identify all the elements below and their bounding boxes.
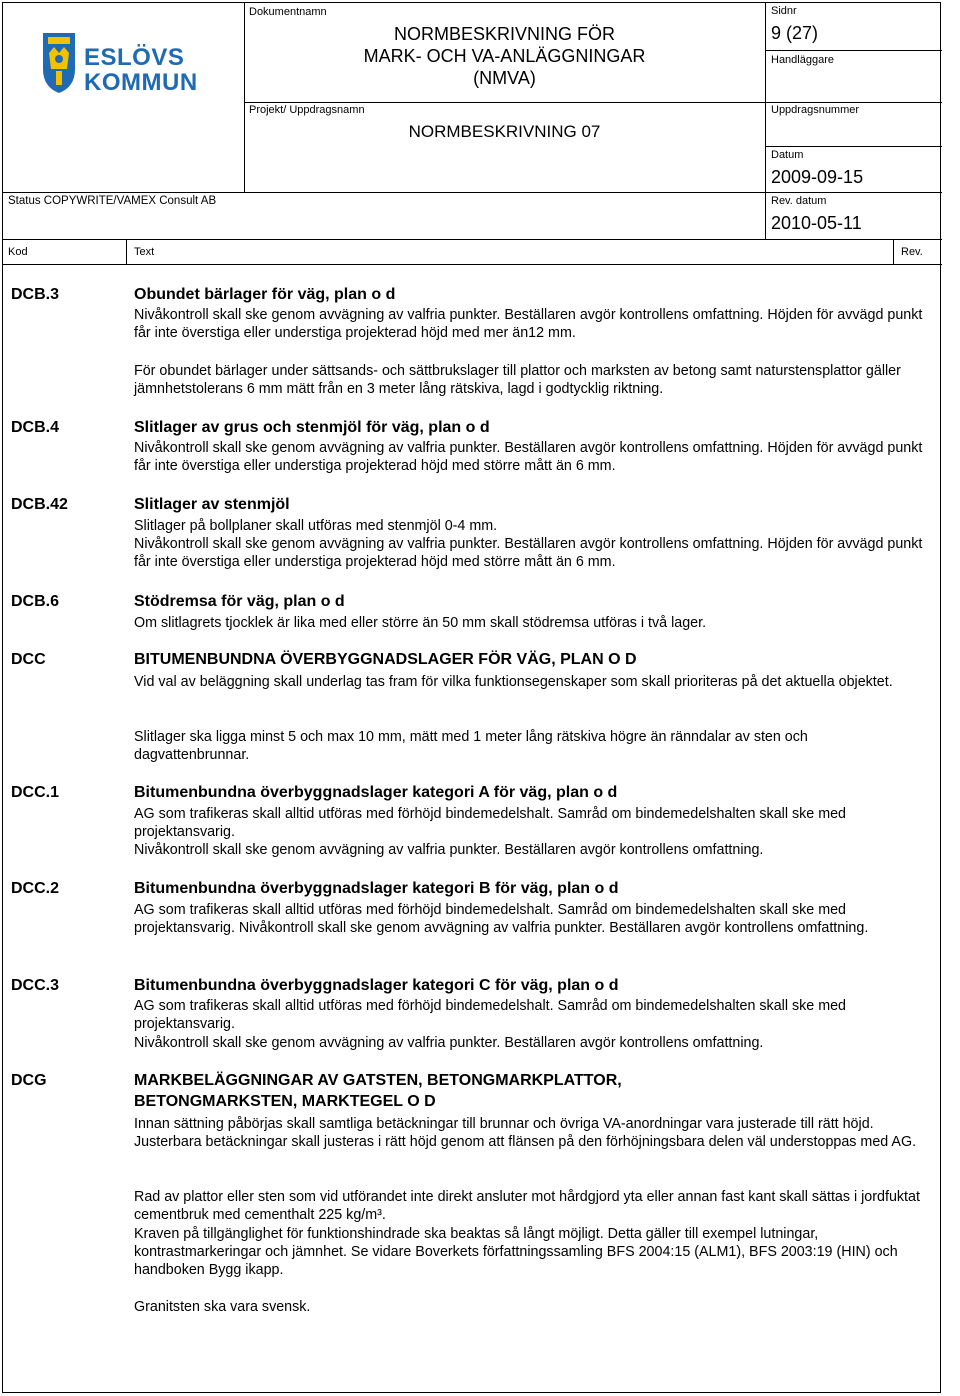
text-dcg-p2: Rad av plattor eller sten som vid utförandet inte direkt ansluter mot hårdgjord yta eller annan fast kant skall sättas i jordfuktat cementbruk med cementhalt 225 kg/m³. [134,1189,920,1224]
col-rev: Rev. [901,246,923,258]
text-dcg-p3: Kraven på tillgänglighet för funktionshindrade ska beaktas så långt möjligt. Detta gäller till exempel lutningar, kontrastmarkeringar och jämnhet. Se vidare Boverkets författningssamling BFS 2004:15 (ALM1), BFS 2003:19 (HIN) och handboken Bygg ikapp. [134,1226,898,1279]
rev-datum-box [765,192,942,240]
col-kod: Kod [8,246,28,258]
datum-value: 2009-09-15 [771,167,864,187]
status-box [3,192,766,240]
document-page [2,2,941,1393]
sidnr-value: 9 (27) [771,23,819,43]
handlaggare-box [765,50,942,103]
logo-line2: KOMMUN [84,69,198,96]
heading-dcg-line1: MARKBELÄGGNINGAR AV GATSTEN, BETONGMARKPLATTOR, [134,1072,622,1089]
rev-datum-value: 2010-05-11 [771,213,862,233]
column-header-row [3,239,942,265]
text-dcc-p2: Slitlager ska ligga minst 5 och max 10 mm, mätt med 1 meter lång rätskiva högre än ränndalar av sten och dagvattenbrunnar. [134,729,808,764]
code-dcb6: DCB.6 [11,593,60,610]
sidnr-box [765,3,942,51]
code-dcc: DCC [11,651,46,668]
heading-dcb42: Slitlager av stenmjöl [134,496,290,513]
eslov-coat-of-arms-icon [41,29,77,95]
text-dcg-p4: Granitsten ska vara svensk. [134,1299,311,1315]
text-dcc3-p1: AG som trafikeras skall alltid utföras med förhöjd bindemedelshalt. Samråd om bindemedelshalten skall ske med projektansvarig. [134,998,847,1033]
rev-datum-label: Rev. datum [771,195,827,207]
text-dcc1-p1: AG som trafikeras skall alltid utföras med förhöjd bindemedelshalt. Samråd om bindemedelshalten skall ske med projektansvarig. [134,806,847,841]
title-line-2: MARK- OCH VA-ANLÄGGNINGAR [363,46,646,66]
heading-dcb3: Obundet bärlager för väg, plan o d [134,286,396,303]
text-dcb6-p1: Om slitlagrets tjocklek är lika med eller större än 50 mm skall stödremsa utföras i två lager. [134,615,707,631]
heading-dcc3: Bitumenbundna överbyggnadslager kategori C för väg, plan o d [134,977,619,994]
text-dcb3-p2: För obundet bärlager under sättsands- och sättbrukslager till plattor och marksten av betong samt naturstensplattor gäller jämnhetstolerans 6 mm mätt från en 3 meter lång rätskiva, lagd i godtycklig riktning. [134,363,901,398]
col-text: Text [134,246,155,258]
heading-dcc1: Bitumenbundna överbyggnadslager kategori A för väg, plan o d [134,784,618,801]
document-title [244,23,765,89]
dokumentnamn-label: Dokumentnamn [249,6,327,18]
logo-line1: ESLÖVS [84,44,185,71]
sidnr-label: Sidnr [771,5,797,17]
code-dcb42: DCB.42 [11,496,68,513]
project-box [244,102,766,193]
title-line-3: (NMVA) [473,68,536,88]
heading-dcg-line2: BETONGMARKSTEN, MARKTEGEL O D [134,1093,436,1110]
datum-box [765,146,942,193]
heading-dcb4: Slitlager av grus och stenmjöl för väg, plan o d [134,419,490,436]
text-dcc3-p2: Nivåkontroll skall ske genom avvägning av valfria punkter. Beställaren avgör kontrollens omfattning. [134,1035,764,1051]
code-dcb3: DCB.3 [11,286,60,303]
heading-dcc: BITUMENBUNDNA ÖVERBYGGNADSLAGER FÖR VÄG, PLAN O D [134,651,637,668]
text-dcb3-p1: Nivåkontroll skall ske genom avvägning av valfria punkter. Beställaren avgör kontrollens omfattning. Höjden för avvägd punkt får inte överstiga eller understiga projekterad höjd med mer än12 mm. [134,307,923,342]
handlaggare-label: Handläggare [771,54,834,66]
text-dcg-p1: Innan sättning påbörjas skall samtliga betäckningar till brunnar och övriga VA-anordningar vara justerade till rätt höjd. Justerbara betäckningar skall justeras i rätt höjd genom att flänsen på den förhöjningsbara delen väl understoppas med AG. [134,1116,917,1151]
status-value: Status COPYWRITE/VAMEX Consult AB [8,195,217,207]
code-dcc3: DCC.3 [11,977,60,994]
text-dcb42-p1: Slitlager på bollplaner skall utföras med stenmjöl 0-4 mm. [134,518,498,534]
text-dcb42-p2: Nivåkontroll skall ske genom avvägning av valfria punkter. Beställaren avgör kontrollens omfattning. Höjden för avvägd punkt får inte överstiga eller understiga projekterad höjd med större mått än 6 mm. [134,536,923,571]
projekt-value: NORMBESKRIVNING 07 [408,122,601,141]
heading-dcb6: Stödremsa för väg, plan o d [134,593,345,610]
code-dcc2: DCC.2 [11,880,60,897]
datum-label: Datum [771,149,804,161]
column-divider [893,239,894,264]
projekt-label: Projekt/ Uppdragsnamn [249,104,365,116]
title-box [244,3,766,103]
text-dcc-p1: Vid val av beläggning skall underlag tas fram för vilka funktionsegenskaper som skall prioriteras på det aktuella objektet. [134,674,893,690]
code-dcg: DCG [11,1072,47,1089]
code-dcb4: DCB.4 [11,419,60,436]
text-dcc1-p2: Nivåkontroll skall ske genom avvägning av valfria punkter. Beställaren avgör kontrollens omfattning. [134,842,764,858]
uppdragsnummer-label: Uppdragsnummer [771,104,860,116]
column-divider [126,239,127,264]
code-dcc1: DCC.1 [11,784,60,801]
uppdragsnummer-box [765,102,942,147]
logo-box [3,3,245,193]
text-dcb4-p1: Nivåkontroll skall ske genom avvägning av valfria punkter. Beställaren avgör kontrollens omfattning. Höjden för avvägd punkt får inte överstiga eller understiga projekterad höjd med större mått än 6 mm. [134,440,923,475]
text-dcc2-p1: AG som trafikeras skall alltid utföras med förhöjd bindemedelshalt. Samråd om bindemedelshalten skall ske med projektansvarig. Nivåkontroll skall ske genom avvägning av valfria punkter. Beställaren avgör kontrollens omfattning. [134,902,869,937]
heading-dcc2: Bitumenbundna överbyggnadslager kategori B för väg, plan o d [134,880,619,897]
title-line-1: NORMBESKRIVNING FÖR [393,24,616,44]
